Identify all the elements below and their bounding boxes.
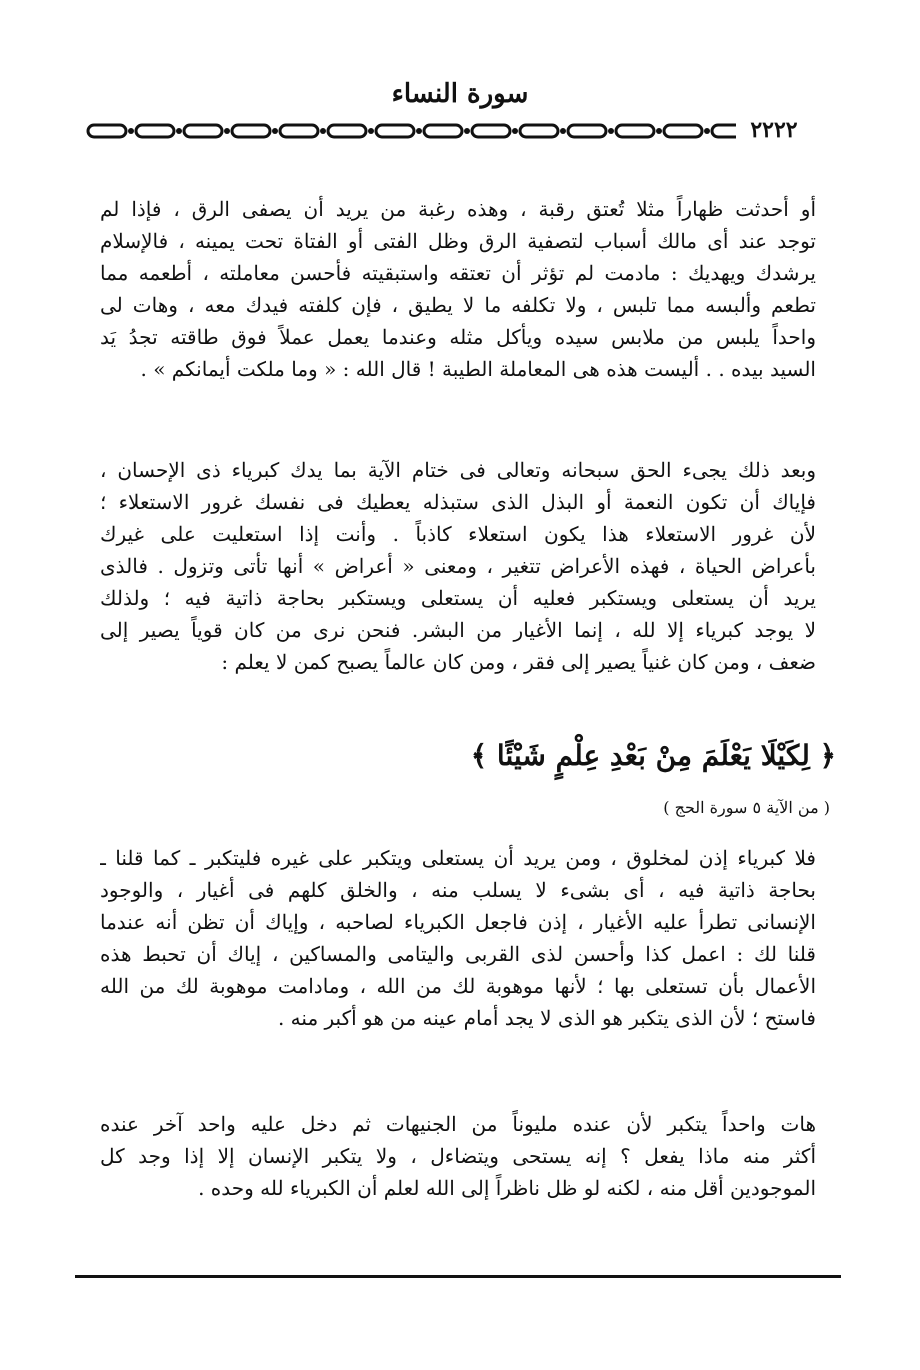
- text-line: أو أحدثت ظهاراً مثلا تُعتق رقبة ، وهذه رغبة من يريد أن يصفى الرق ، فإذا لم: [100, 197, 816, 221]
- text-line: بحاجة ذاتية فيه ، أى بشىء لا يسلب منه ، والخلق كلهم فى أغيار ، والوجود: [100, 878, 816, 902]
- surah-title: سورة النساء: [391, 79, 529, 109]
- chain-link: [280, 125, 318, 137]
- text-line: قلنا لك : اعمل كذا وأحسن لذى القربى واليتامى والمساكين ، إياك أن تحبط هذه: [100, 942, 816, 966]
- text-line: بأعراض الحياة ، فهذه الأعراض تتغير ، ومعنى « أعراض » أنها تأتى وتزول . فالذى: [100, 554, 816, 578]
- text-line: أكثر منه ماذا يفعل ؟ إنه يستحى ويتضاءل ، ولا يتكبر الإنسان إلا إذا وجد كل: [100, 1144, 816, 1168]
- text-line: وبعد ذلك يجىء الحق سبحانه وتعالى فى ختام الآية بما يدك كبرياء ذى الإحسان ،: [100, 458, 816, 482]
- verse-reference: ( من الآية ٥ سورة الحج ): [663, 798, 830, 817]
- chain-link: [616, 125, 654, 137]
- text-line: واحداً يلبس من ملابس سيده ويأكل مثله وعندما يعمل عملاً فوق طاقته تجدُ يَد: [100, 325, 816, 349]
- text-line: يريد أن يستعلى ويستكبر فعليه أن يستعلى ويستكبر بحاجة ذاتية فيه ؛ ولذلك: [100, 586, 816, 610]
- chain-dot: [128, 128, 134, 134]
- text-line: فاستح ؛ لأن الذى يتكبر هو الذى لا يجد أمام عينه من هو أكبر منه .: [277, 1006, 816, 1030]
- paragraph-3: [100, 842, 816, 1034]
- text-line: ضعف ، ومن كان غنياً يصير إلى فقر ، ومن كان عالماً يصبح كمن لا يعلم :: [221, 650, 816, 674]
- text-line: فلا كبرياء إذن لمخلوق ، ومن يريد أن يستعلى ويتكبر على غيره فليتكبر ـ كما قلنا ـ: [100, 846, 816, 870]
- chain-link: [136, 125, 174, 137]
- text-line: الأعمال بأن تستعلى بها ؛ لأنها موهوبة لك من الله ، ومادامت موهوبة لك من الله: [100, 974, 816, 998]
- chain-link: [424, 125, 462, 137]
- chain-link: [328, 125, 366, 137]
- chain-dot: [656, 128, 662, 134]
- chain-dot: [176, 128, 182, 134]
- text-line: الإنسانى تطرأ عليه الأغيار ، إذن فاجعل الكبرياء لصاحبه ، وإياك أن تظن أنه عندما: [100, 910, 816, 934]
- chain-dot: [416, 128, 422, 134]
- chain-dot: [704, 128, 710, 134]
- text-line: توجد عند أى مالك أسباب لتصفية الرق وظل الفتى أو الفتاة تحت يمينه ، فالإسلام: [100, 229, 816, 253]
- chain-link: [184, 125, 222, 137]
- chain-dot: [464, 128, 470, 134]
- page-number: ٢٢٢٢: [736, 118, 812, 142]
- text-line: فإياك أن تكون النعمة أو البذل الذى ستبذله يعطيك فى نفسك غرور الاستعلاء ؛: [100, 490, 816, 514]
- bottom-rule: [75, 1275, 841, 1278]
- text-line: تطعم وألبسه مما تلبس ، ولا تكلفه ما لا يطيق ، فإن كلفته فيدك معه ، وهات لى: [100, 293, 816, 317]
- chain-dot: [608, 128, 614, 134]
- chain-link: [520, 125, 558, 137]
- chain-link: [568, 125, 606, 137]
- chain-link: [88, 125, 126, 137]
- ornamental-chain-border: [84, 121, 844, 141]
- chain-dot: [320, 128, 326, 134]
- text-line: السيد بيده . . أليست هذه هى المعاملة الطيبة ! قال الله : « وما ملكت أيمانكم » .: [140, 357, 816, 381]
- chain-dot: [224, 128, 230, 134]
- quran-verse: ﴿ لِكَيْلَا يَعْلَمَ مِنْ بَعْدِ عِلْمٍ شَيْئًا ﴾: [470, 739, 836, 772]
- text-line: لأن غرور الاستعلاء هذا يكون استعلاء كاذباً . وأنت إذا استعليت على غيرك: [100, 522, 816, 546]
- chain-dot: [272, 128, 278, 134]
- chain-link: [376, 125, 414, 137]
- chain-link: [664, 125, 702, 137]
- text-line: يرشدك ويهديك : مادمت لم تؤثر أن تعتقه واستبقيته فأحسن معاملته ، أطعمه مما: [100, 261, 816, 285]
- chain-dot: [368, 128, 374, 134]
- paragraph-1: [100, 193, 816, 385]
- text-line: هات واحداً يتكبر لأن عنده مليوناً من الجنيهات ثم دخل عليه واحد آخر عنده: [100, 1112, 816, 1136]
- paragraph-2: [100, 454, 816, 678]
- chain-link: [472, 125, 510, 137]
- paragraph-4: [100, 1108, 816, 1204]
- chain-link: [232, 125, 270, 137]
- text-line: الموجودين أقل منه ، لكنه لو ظل ناظراً إلى الله لعلم أن الكبرياء لله وحده .: [198, 1176, 816, 1200]
- chain-dot: [560, 128, 566, 134]
- chain-dot: [512, 128, 518, 134]
- text-line: لا يوجد كبرياء إلا لله ، إنما الأغيار من البشر. فنحن نرى من كان قوياً يصير إلى: [100, 618, 816, 642]
